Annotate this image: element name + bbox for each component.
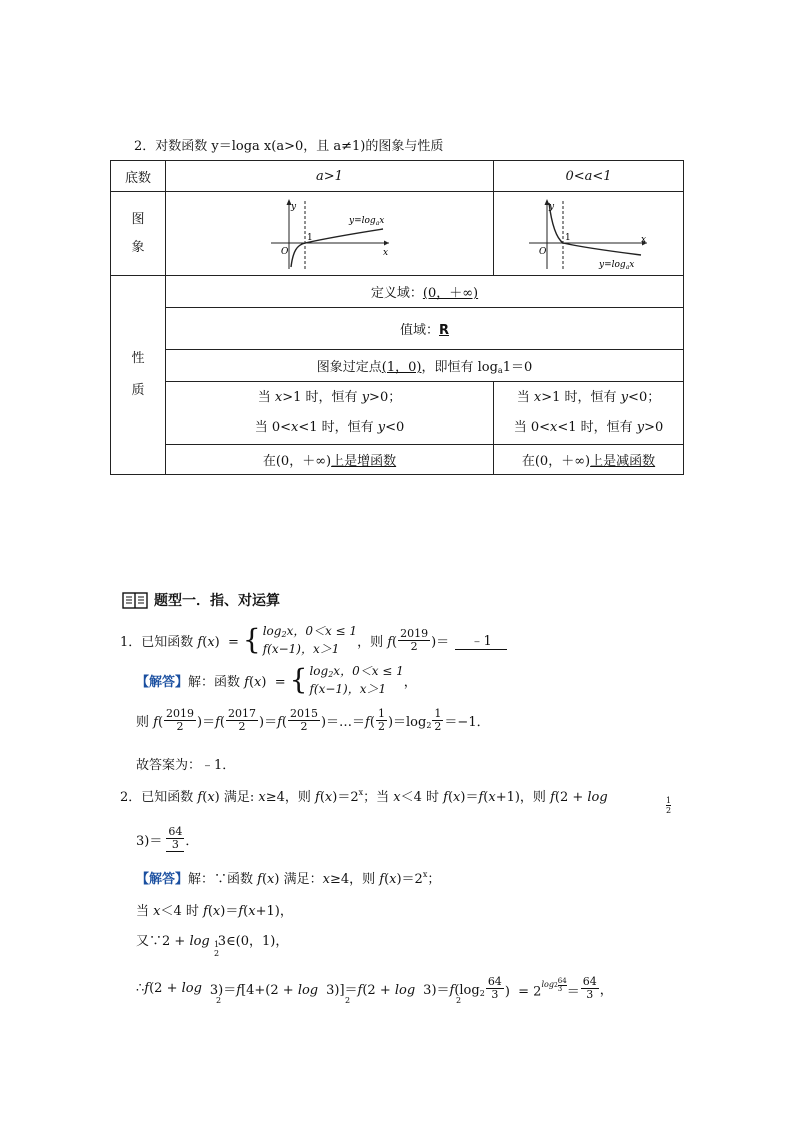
- prop-fixed-point: 图象过定点(1，0)，即恒有 $\log_a1=0$: [316, 360, 533, 375]
- topic-title: 题型一．指、对运算: [154, 593, 280, 609]
- problem2-solution-3: 又∵2 + log 3∈(0，1)，: [136, 934, 289, 949]
- problem1-stem: 1． 已知函数 f(x) = { $\log_2x$，0＜x ≤ 1 f(x−1)，x＞1 ，则 f( $\frac{2019}{2}$ )＝ ﹣1: [120, 624, 507, 656]
- prop-sign-lt1: 当 x>1 时，恒有 y<0； 当 0<x<1 时，恒有 y>0: [513, 390, 664, 435]
- graph-a-lt-1: [529, 197, 649, 269]
- prop-domain: 定义域：(0，＋∞): [370, 286, 479, 301]
- log-function-table: [110, 160, 684, 475]
- svg-text:x: x: [383, 248, 389, 258]
- problem2-sub-half: 1 2: [666, 796, 672, 815]
- sub-half-2: 2: [216, 996, 222, 1005]
- problem2-stem: 2．已知函数 f(x) 满足: x≥4，则 $f(x)=2^x$；当 x＜4 时 f(x)＝f(x+1)，则 f(2 + log: [120, 788, 608, 805]
- header-a-lt-1: 0<a<1: [565, 168, 612, 184]
- row-props-label: 性 质: [131, 351, 145, 398]
- problem1-answer: ﹣1: [455, 630, 507, 650]
- graph-a-gt-1: [271, 197, 391, 269]
- prop-mono-gt1: 在(0，＋∞)上是增函数: [262, 454, 397, 469]
- topic-header: [122, 590, 280, 610]
- svg-text:y: y: [291, 202, 297, 212]
- prop-mono-lt1: 在(0，＋∞)上是减函数: [521, 454, 656, 469]
- section-heading: 2．对数函数 y＝loga x(a>0，且 a≠1)的图象与性质: [134, 139, 444, 154]
- problem1-conclusion: 故答案为：﹣1．: [136, 758, 236, 773]
- prop-range: 值域：R: [399, 323, 450, 338]
- graph-label-lt1: $y=\log_ax$: [599, 260, 635, 269]
- book-icon: [122, 590, 148, 610]
- problem1-solution-chain: 则 f( $\frac{2019}{2}$ )＝f( $\frac{2017}{2}$ )＝f( $\frac{2015}{2}$ )＝…＝f( $\frac{1}{2}$ )$=\log_2$ $\frac{1}{2}$ ＝−1．: [136, 707, 490, 733]
- svg-text:x: x: [641, 235, 647, 245]
- svg-text:1: 1: [565, 233, 571, 243]
- prop-sign-gt1: 当 x>1 时，恒有 y>0； 当 0<x<1 时，恒有 y<0: [254, 390, 405, 435]
- header-base: 底数: [124, 170, 151, 186]
- row-graph-label: 图 象: [131, 211, 145, 255]
- sub-half-1: 1 2: [214, 940, 220, 958]
- problem2-line2: 3)＝ $\frac{64}{3}$ ．: [136, 825, 199, 851]
- header-a-gt-1: a>1: [316, 168, 343, 184]
- sub-half-4: 2: [456, 996, 462, 1005]
- problem2-solution-4: ∴f(2 + log 3)＝f[4+(2 + log 3)]＝f(2 + log $3)=f(\log_2$ $\frac{64}{3}$ ) = $2^{log2 \frac{64}{3}}$ ＝ $\frac{64}{3}$ ，: [136, 975, 613, 1001]
- svg-text:y: y: [549, 202, 555, 212]
- problem1-solution-intro: 【解答】 解：函数 f(x) = { $\log_2x$，0＜x ≤ 1 f(x−1)，x＞1 ，: [136, 663, 417, 696]
- svg-text:O: O: [281, 247, 289, 257]
- graph-label-gt1: $y=\log_ax$: [349, 216, 385, 227]
- svg-text:1: 1: [307, 233, 313, 243]
- svg-text:O: O: [539, 247, 547, 257]
- problem2-solution-1: 【解答】解：∵函数 f(x) 满足：x≥4，则 $f(x)=2^x$；: [136, 870, 441, 887]
- problem2-solution-2: 当 x＜4 时 f(x)＝f(x+1)，: [136, 904, 293, 919]
- sub-half-3: 2: [345, 996, 351, 1005]
